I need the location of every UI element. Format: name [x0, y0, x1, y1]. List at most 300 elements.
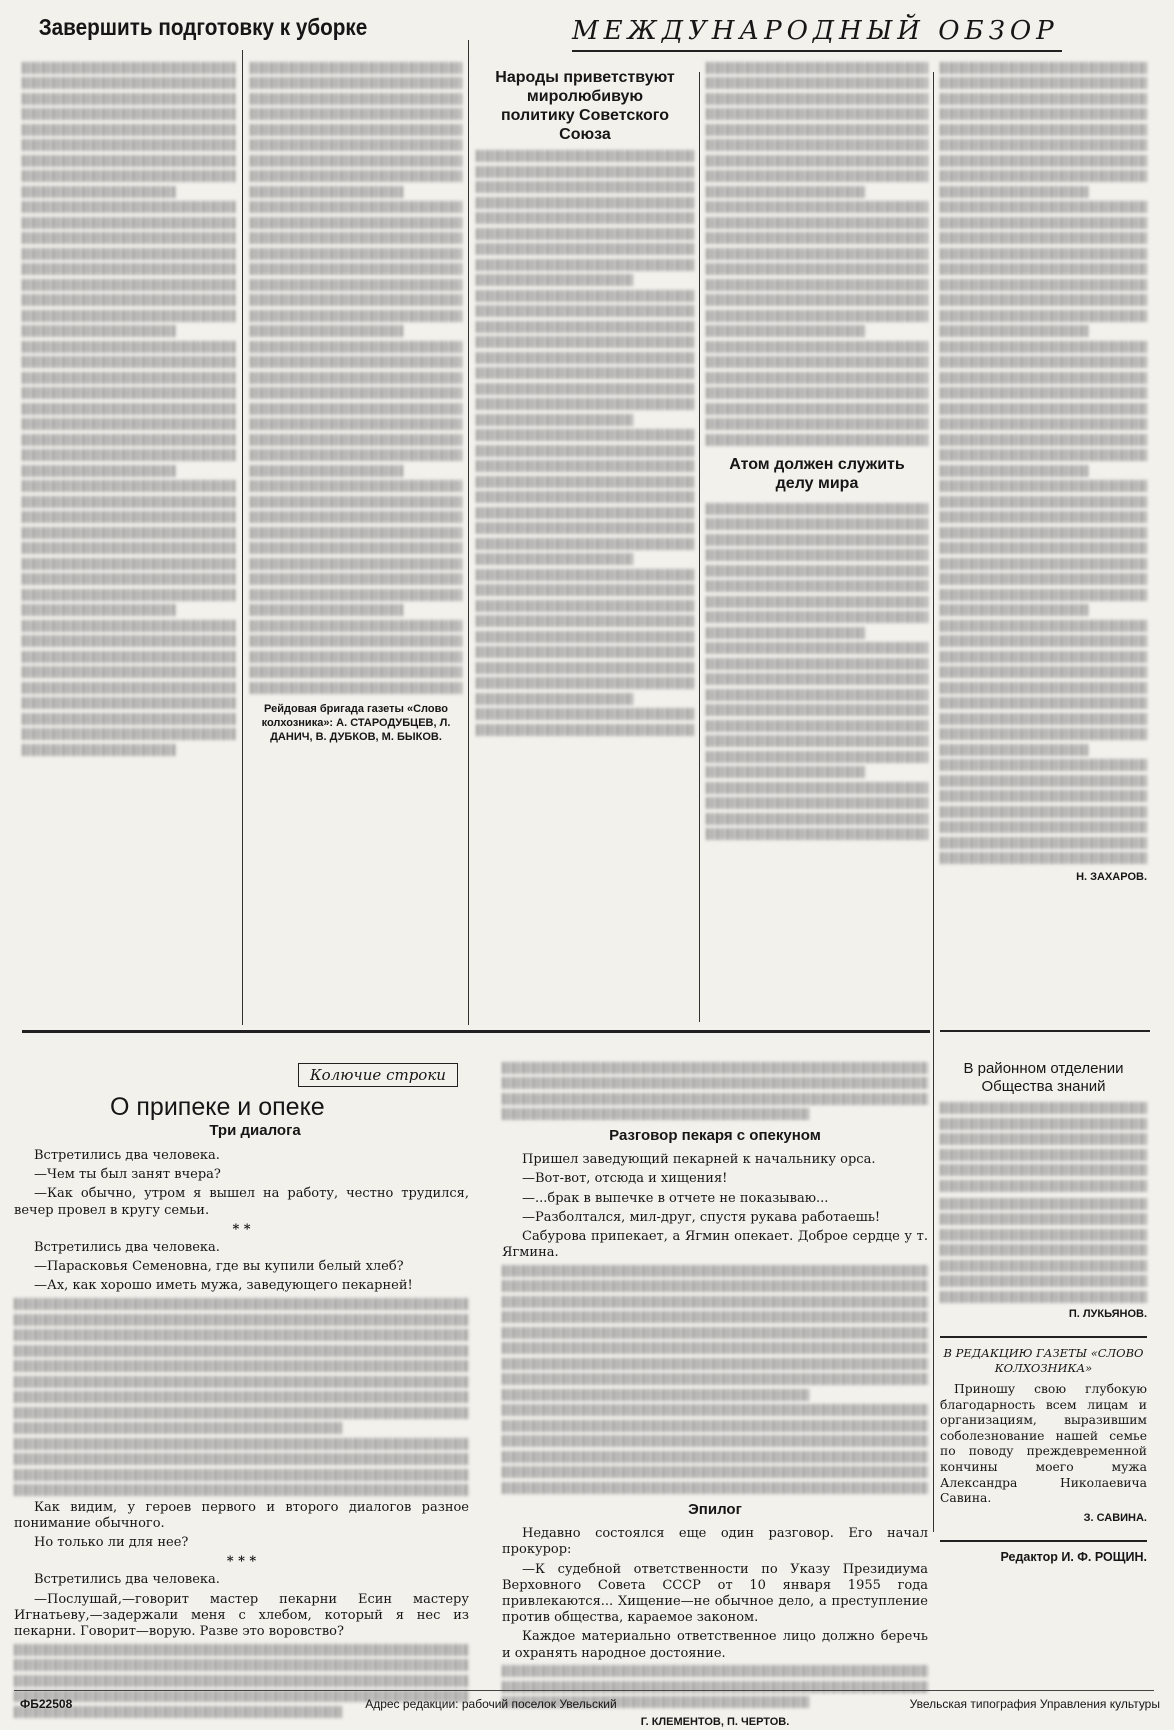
letter-title: В РЕДАКЦИЮ ГАЗЕТЫ «СЛОВО КОЛХОЗНИКА» [943, 1346, 1144, 1376]
illegible-line [706, 356, 928, 368]
illegible-line [940, 108, 1147, 120]
illegible-line [940, 697, 1147, 709]
illegible-line [502, 1373, 928, 1385]
illegible-line [940, 387, 1147, 399]
illegible-line [940, 1244, 1147, 1256]
illegible-line [706, 828, 928, 840]
illegible-line [940, 1260, 1147, 1272]
illegible-line [476, 243, 694, 255]
illegible-line [22, 480, 236, 492]
illegible-line [940, 1198, 1147, 1210]
illegible-line [14, 1376, 469, 1388]
illegible-line [250, 604, 403, 616]
epilog-title: Эпилог [688, 1500, 742, 1518]
illegible-line [940, 186, 1089, 198]
illegible-line [476, 414, 633, 426]
illegible-line [706, 139, 928, 151]
illegible-line [940, 201, 1147, 213]
illegible-line [22, 511, 236, 523]
illegible-line [940, 77, 1147, 89]
feuilleton-subtitle: Три диалога [209, 1122, 301, 1139]
illegible-line [22, 325, 176, 337]
illegible-line [476, 274, 633, 286]
illegible-line [940, 1102, 1147, 1114]
illegible-line [706, 232, 928, 244]
illegible-line [22, 201, 236, 213]
illegible-line [250, 589, 462, 601]
illegible-line [706, 534, 928, 546]
illegible-line [22, 449, 236, 461]
illegible-line [940, 744, 1089, 756]
illegible-line [706, 341, 928, 353]
illegible-line [940, 1291, 1147, 1303]
illegible-line [476, 476, 694, 488]
illegible-line [250, 341, 462, 353]
illegible-line [250, 310, 462, 322]
illegible-line [706, 325, 866, 337]
illegible-line [502, 1420, 928, 1432]
illegible-line [250, 294, 462, 306]
illegible-line [250, 666, 462, 678]
illegible-line [706, 263, 928, 275]
illegible-line [940, 325, 1089, 337]
illegible-line [502, 1311, 928, 1323]
illegible-line [706, 797, 928, 809]
rule-2 [468, 40, 469, 1025]
illegible-line [502, 1342, 928, 1354]
illegible-line [706, 658, 928, 670]
illegible-line [22, 248, 236, 260]
rule-1 [242, 50, 243, 1025]
illegible-line [706, 217, 928, 229]
illegible-line [22, 589, 236, 601]
rule-4 [933, 72, 934, 1532]
illegible-line [22, 573, 236, 585]
review-col-3 [940, 58, 1147, 886]
illegible-line [22, 604, 176, 616]
illegible-line [940, 1180, 1147, 1192]
illegible-line [14, 1422, 342, 1434]
letter-text: Приношу свою глубокую благодарность всем лицам и организациям, выразившим соболезнование нашей семье по поводу преждевременной кончины моего мужа Александра Николаевича Савина. [940, 1382, 1147, 1506]
illegible-line [476, 305, 694, 317]
illegible-line [706, 813, 928, 825]
illegible-line [250, 325, 403, 337]
feuilleton-col-2 [502, 1058, 928, 1730]
illegible-line [940, 620, 1147, 632]
talk-line: Пришел заведующий пекарней к начальнику орса. [522, 1152, 876, 1168]
illegible-line [940, 279, 1147, 291]
illegible-line [22, 356, 236, 368]
illegible-line [14, 1360, 469, 1372]
illegible-line [250, 434, 462, 446]
illegible-line [706, 279, 928, 291]
illegible-line [502, 1327, 928, 1339]
illegible-line [706, 751, 928, 763]
right-column [940, 1060, 1147, 1566]
illegible-line [940, 403, 1147, 415]
illegible-line [940, 310, 1147, 322]
dialog-line: —Парасковья Семеновна, где вы купили белый хлеб? [34, 1259, 404, 1275]
illegible-line [476, 538, 694, 550]
illegible-line [250, 403, 462, 415]
talk-line: Сабурова припекает, а Ягмин опекает. Доброе сердце у т. Ягмина. [502, 1229, 928, 1261]
illegible-line [476, 429, 694, 441]
illegible-line [940, 434, 1147, 446]
illegible-line [22, 108, 236, 120]
illegible-line [940, 449, 1147, 461]
illegible-line [706, 93, 928, 105]
illegible-line [940, 1275, 1147, 1287]
illegible-line [14, 1453, 469, 1465]
illegible-line [14, 1438, 469, 1450]
illegible-line [476, 336, 694, 348]
dialog-2 [14, 1240, 469, 1295]
illegible-line [940, 465, 1089, 477]
illegible-line [706, 766, 866, 778]
illegible-line [250, 201, 462, 213]
talk-line: —Разболтался, мил-друг, спустя рукава работаешь! [522, 1209, 881, 1225]
dialog-line: —Послушай,—говорит мастер пекарни Есин мастеру Игнатьеву,—задержали меня с хлебом, который я нес из пекарни. Говорит—ворую. Разве это воровство? [14, 1591, 469, 1640]
illegible-line [14, 1391, 469, 1403]
illegible-line [940, 496, 1147, 508]
illegible-line [476, 460, 694, 472]
illegible-line [502, 1358, 928, 1370]
illegible-line [940, 682, 1147, 694]
illegible-line [940, 1229, 1147, 1241]
illegible-line [250, 449, 462, 461]
illegible-line [706, 201, 928, 213]
illegible-line [940, 821, 1147, 833]
illegible-line [706, 549, 928, 561]
illegible-line [250, 573, 462, 585]
illegible-line [940, 1118, 1147, 1130]
illegible-line [22, 341, 236, 353]
illegible-line [22, 527, 236, 539]
talk-title: Разговор пекаря с опекуном [609, 1127, 821, 1144]
illegible-line [940, 217, 1147, 229]
illegible-line [476, 181, 694, 193]
illegible-line [250, 651, 462, 663]
illegible-line [706, 155, 928, 167]
illegible-line [476, 584, 694, 596]
illegible-line [940, 837, 1147, 849]
illegible-line [22, 651, 236, 663]
illegible-line [706, 294, 928, 306]
illegible-line [22, 372, 236, 384]
illegible-line [706, 372, 928, 384]
illegible-line [250, 232, 462, 244]
review-col-1 [476, 68, 694, 739]
illegible-line [250, 248, 462, 260]
illegible-line [476, 662, 694, 674]
illegible-line [476, 724, 694, 736]
illegible-line [940, 558, 1147, 570]
illegible-line [250, 170, 462, 182]
illegible-line [502, 1435, 928, 1447]
footer-rule [14, 1690, 1154, 1691]
illegible-line [940, 573, 1147, 585]
illegible-line [940, 589, 1147, 601]
illegible-line [250, 186, 403, 198]
illegible-line [22, 387, 236, 399]
article-col-2 [250, 58, 462, 744]
illegible-line [250, 77, 462, 89]
illegible-line [940, 635, 1147, 647]
illegible-line [22, 279, 236, 291]
illegible-line [476, 367, 694, 379]
dialog-line: Встретились два человека. [34, 1148, 220, 1163]
illegible-line [940, 511, 1147, 523]
illegible-line [22, 294, 236, 306]
illegible-line [940, 372, 1147, 384]
illegible-line [706, 611, 928, 623]
illegible-line [476, 321, 694, 333]
illegible-line [250, 635, 462, 647]
illegible-line [706, 580, 928, 592]
illegible-line [706, 673, 928, 685]
illegible-line [940, 713, 1147, 725]
illegible-line [250, 620, 462, 632]
illegible-line [940, 248, 1147, 260]
illegible-line [940, 1133, 1147, 1145]
headline-left: Завершить подготовку к уборке [38, 14, 368, 40]
letter-byline: З. САВИНА. [1083, 1511, 1147, 1524]
illegible-line [14, 1314, 469, 1326]
illegible-line [706, 518, 928, 530]
society-byline: П. ЛУКЬЯНОВ. [1068, 1307, 1147, 1320]
illegible-line [706, 248, 928, 260]
epilog-line: Недавно состоялся еще один разговор. Его начал прокурор: [502, 1526, 928, 1558]
illegible-line [22, 620, 236, 632]
illegible-line [940, 775, 1147, 787]
illegible-line [706, 310, 928, 322]
illegible-line [502, 1482, 928, 1494]
illegible-line [940, 62, 1147, 74]
illegible-line [476, 166, 694, 178]
illegible-line [22, 465, 176, 477]
illegible-line [940, 651, 1147, 663]
illegible-line [22, 232, 236, 244]
illegible-line [22, 124, 236, 136]
banner-rule [572, 50, 1062, 52]
illegible-line [940, 728, 1147, 740]
illegible-line [706, 735, 928, 747]
illegible-line [940, 294, 1147, 306]
illegible-line [250, 139, 462, 151]
illegible-line [476, 383, 694, 395]
illegible-line [706, 434, 928, 446]
illegible-line [22, 635, 236, 647]
illegible-line [14, 1329, 469, 1341]
divider-small-2 [940, 1540, 1147, 1542]
dialog-line: Встретились два человека. [34, 1240, 220, 1256]
rule-3 [699, 72, 700, 1022]
dialog-line: —Ах, как хорошо иметь мужа, заведующего пекарней! [34, 1278, 413, 1294]
separator-stars-1: * * [232, 1221, 251, 1237]
illegible-line [706, 565, 928, 577]
illegible-line [22, 496, 236, 508]
illegible-line [940, 170, 1147, 182]
illegible-line [250, 217, 462, 229]
illegible-line [940, 1213, 1147, 1225]
illegible-line [476, 693, 633, 705]
feuilleton-byline: Г. КЛЕМЕНТОВ, П. ЧЕРТОВ. [640, 1716, 790, 1729]
illegible-line [940, 155, 1147, 167]
talk [502, 1152, 928, 1261]
illegible-line [706, 689, 928, 701]
illegible-line [22, 310, 236, 322]
illegible-line [940, 527, 1147, 539]
illegible-line [22, 682, 236, 694]
illegible-line [22, 139, 236, 151]
illegible-line [940, 542, 1147, 554]
dialog-line: Встретились два человека. [34, 1572, 220, 1588]
illegible-line [250, 558, 462, 570]
illegible-line [476, 197, 694, 209]
illegible-line [706, 403, 928, 415]
illegible-line [940, 1149, 1147, 1161]
illegible-line [14, 1407, 469, 1419]
dialog-line: —Как обычно, утром я вышел на работу, честно трудился, вечер провел в кругу семьи. [14, 1186, 469, 1218]
review-col1-title: Народы приветствуют миролюбивую политику Советского Союза [495, 69, 675, 143]
illegible-line [706, 62, 928, 74]
illegible-line [250, 480, 462, 492]
dialog-line: —Чем ты был занят вчера? [34, 1167, 221, 1183]
illegible-line [250, 496, 462, 508]
illegible-line [22, 434, 236, 446]
dialog-line: Как видим, у героев первого и второго диалогов разное понимание обычного. [14, 1499, 469, 1531]
illegible-line [940, 480, 1147, 492]
illegible-line [706, 642, 928, 654]
illegible-line [502, 1466, 928, 1478]
illegible-line [940, 232, 1147, 244]
illegible-line [22, 170, 236, 182]
illegible-line [22, 217, 236, 229]
illegible-line [502, 1265, 928, 1277]
illegible-line [706, 170, 928, 182]
illegible-line [706, 627, 866, 639]
separator-stars-2: * * * [226, 1554, 257, 1570]
illegible-line [22, 155, 236, 167]
byline-left: Рейдовая бригада газеты «Слово колхозника»: А. СТАРОДУБЦЕВ, Л. ДАНИЧ, В. ДУБКОВ, М. БЫКОВ. [261, 702, 451, 743]
dialog-3 [14, 1572, 469, 1640]
illegible-line [940, 139, 1147, 151]
illegible-line [940, 604, 1089, 616]
divider-small [940, 1336, 1147, 1338]
illegible-line [250, 62, 462, 74]
editor: Редактор И. Ф. РОЩИН. [1000, 1550, 1147, 1565]
illegible-line [706, 124, 928, 136]
illegible-line [14, 1469, 469, 1481]
illegible-line [940, 806, 1147, 818]
illegible-line [476, 212, 694, 224]
illegible-line [502, 1404, 928, 1416]
illegible-line [250, 155, 462, 167]
illegible-line [476, 491, 694, 503]
rubric-box: Колючие строки [298, 1063, 458, 1087]
illegible-line [706, 503, 928, 515]
illegible-line [22, 542, 236, 554]
illegible-line [502, 1451, 928, 1463]
illegible-line [940, 124, 1147, 136]
illegible-line [940, 418, 1147, 430]
epilog-line: Каждое материально ответственное лицо должно беречь и охранять народное достояние. [502, 1629, 928, 1661]
illegible-line [706, 77, 928, 89]
byline-review: Н. ЗАХАРОВ. [1076, 871, 1147, 883]
dialog-2-tail [14, 1500, 469, 1552]
illegible-line [940, 790, 1147, 802]
illegible-line [940, 852, 1147, 864]
illegible-line [22, 263, 236, 275]
epilog [502, 1526, 928, 1662]
illegible-line [502, 1280, 928, 1292]
illegible-line [250, 542, 462, 554]
illegible-line [250, 465, 403, 477]
illegible-line [250, 387, 462, 399]
illegible-line [250, 418, 462, 430]
illegible-line [476, 290, 694, 302]
illegible-line [14, 1484, 469, 1496]
illegible-line [940, 666, 1147, 678]
illegible-line [940, 1164, 1147, 1176]
footer-code: ФБ22508 [20, 1697, 73, 1711]
illegible-line [22, 744, 176, 756]
illegible-line [706, 720, 928, 732]
talk-line: —Вот-вот, отсюда и хищения! [522, 1171, 728, 1187]
illegible-line [706, 596, 928, 608]
illegible-line [476, 600, 694, 612]
illegible-line [706, 418, 928, 430]
illegible-line [940, 263, 1147, 275]
illegible-line [22, 62, 236, 74]
illegible-line [250, 527, 462, 539]
review-col-2 [706, 58, 928, 844]
illegible-line [250, 682, 462, 694]
article-col-1 [22, 58, 236, 759]
illegible-line [476, 228, 694, 240]
talk-line: —...брак в выпечке в отчете не показываю... [522, 1190, 829, 1206]
illegible-line [476, 569, 694, 581]
illegible-line [250, 93, 462, 105]
footer [20, 1697, 1160, 1711]
illegible-line [250, 372, 462, 384]
illegible-line [22, 713, 236, 725]
illegible-line [940, 93, 1147, 105]
dialog-1 [14, 1148, 469, 1219]
feuilleton-col-1 [14, 1148, 469, 1721]
illegible-line [22, 186, 176, 198]
illegible-line [940, 341, 1147, 353]
illegible-line [476, 150, 694, 162]
illegible-line [706, 186, 866, 198]
feuilleton-title: О припеке и опеке [110, 1093, 325, 1121]
illegible-line [476, 259, 694, 271]
illegible-line [22, 666, 236, 678]
illegible-line [706, 782, 928, 794]
illegible-line [476, 398, 694, 410]
illegible-line [22, 558, 236, 570]
illegible-line [706, 387, 928, 399]
illegible-line [476, 615, 694, 627]
illegible-line [706, 704, 928, 716]
illegible-line [706, 108, 928, 120]
illegible-line [476, 522, 694, 534]
illegible-line [22, 77, 236, 89]
footer-printer: Увельская типография Управления культуры [909, 1697, 1160, 1711]
illegible-line [22, 697, 236, 709]
illegible-line [14, 1345, 469, 1357]
illegible-line [250, 279, 462, 291]
